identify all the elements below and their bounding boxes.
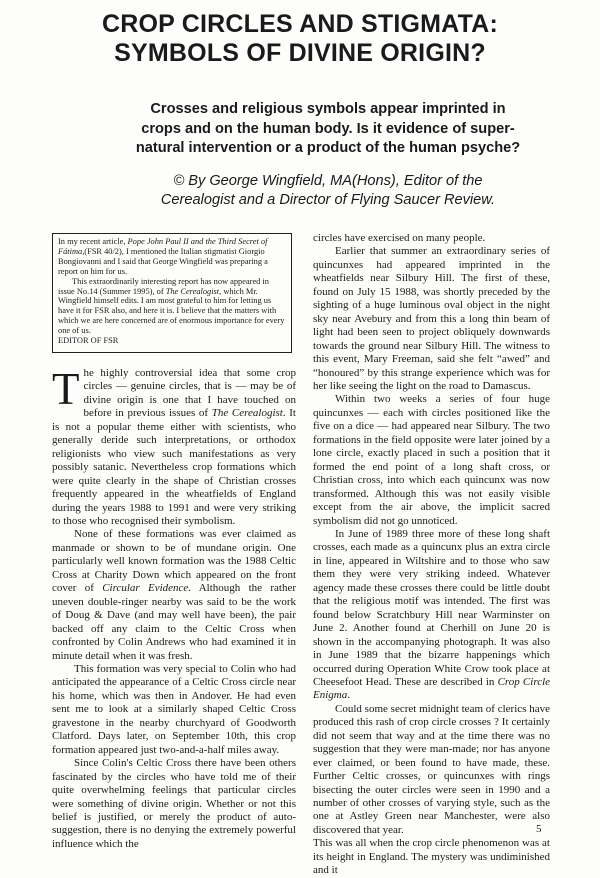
page-number: 5 bbox=[536, 823, 542, 835]
article-title-ref: The Cerealogist bbox=[211, 407, 283, 420]
editor-note-paragraph-2 bbox=[58, 277, 286, 336]
editor-note-text: (FSR 40/2), I mentioned the Italian stigmatist Giorgio Bongiovanni and I said that George Wingfield was preparing a report on him for us. bbox=[58, 246, 268, 276]
article-paragraph: This formation was very special to Colin who had anticipated the appearance of a Celtic Cross circle near his home, which was then in Andover. He had even sent me to look at a similarly shaped Celtic Cross gravestone in the nearby churchyard of Goodworth Clatford. Days later, on September 10th, this crop formation appeared just two-and-a-half miles away. bbox=[52, 662, 296, 756]
article-paragraph: This was all when the crop circle phenomenon was at its height in England. The mystery was undiminished and it bbox=[313, 837, 550, 877]
article-title-ref: Crop Circle Enigma bbox=[313, 675, 551, 702]
article-title bbox=[0, 10, 600, 68]
title-line-2: SYMBOLS OF DIVINE ORIGIN? bbox=[114, 39, 486, 67]
byline-line-2: Cerealogist and a Director of Flying Saucer Review. bbox=[160, 192, 496, 208]
drop-cap: T bbox=[52, 364, 80, 414]
article-column-right bbox=[313, 232, 550, 878]
byline-line-1: © By George Wingfield, MA(Hons), Editor of the bbox=[173, 173, 483, 189]
editor-note-title-ref: Pope John Paul II and the Third Secret of Fátima, bbox=[58, 237, 268, 256]
article-paragraph: Earlier that summer an extraordinary series of quincunxes had appeared imprinted in the wheatfields near Silbury Hill. The first of these, found on July 15 1988, was shortly preceded by the sighting of a huge luminous oval object in the night sky near Avebury and from this a long thin beam of light had been seen to project obliquely downwards towards the ground near Silbury Hill. The witness to this event, Mary Freeman, said she felt “awed” and “honoured” by this strange experience which was for her like seeing the light on the road to Damascus. bbox=[313, 245, 550, 392]
article-text: In June of 1989 three more of these long shaft crosses, each made as a quincunx plus an extra circle in line, appeared in Wiltshire and to those who saw them they were very striking indeed. Whatever agency made these crosses there could be little doubt that the religious motif was intended. The first was found below Scratchbury Hill near Warminster on June 2. Another found at Cherhill on June 20 is shown in the accompanying photograph. It was also in June 1989 that the bizarre happenings which occurred during Operation White Crow took place at Cheesefoot Head. These are described in bbox=[313, 527, 550, 688]
editor-note-paragraph-1 bbox=[58, 237, 286, 277]
editor-note-title-ref: The Cerealogist, bbox=[165, 286, 222, 296]
article-text: . bbox=[347, 689, 350, 702]
editor-note-signature: EDITOR OF FSR bbox=[58, 336, 119, 346]
article-paragraph: Could some secret midnight team of clerics have produced this rash of crop circle crosses ? It certainly did not seem that way and at the time there was no suggestion that they were man-made; nor has anyone ever claimed, or been found to have made, these. Further Celtic crosses, or quincunxes with rings bisecting the outer circles were seen in 1990 and a number of other crosses of varying style, such as the one at Astley Green near Manchester, were also discovered that year. bbox=[313, 702, 550, 836]
article-paragraph bbox=[52, 364, 296, 528]
article-column-left bbox=[52, 364, 296, 851]
editor-note-text: In my recent article, bbox=[58, 237, 128, 246]
article-text: . It is not a popular theme either with scientists, who generally deride such interpretations, or orthodox religionists who view such manifestations as very possibly satanic. Nevertheless crop formations which were quite clearly in the shape of Christian crosses frequently appeared in the wheatfields of England during the years 1988 to 1991 and were very striking to those who recognised their symbolism. bbox=[52, 407, 296, 527]
article-paragraph bbox=[313, 528, 550, 703]
article-paragraph: Since Colin's Celtic Cross there have been others fascinated by the circles who have told me of their quite overwhelming feelings that particular circles were something of divine origin. Whether or not this belief is justified, or merely the product of auto-suggestion, there is no denying the extremely powerful influence which the bbox=[52, 757, 296, 850]
byline bbox=[138, 172, 518, 210]
article-text: he highly controversial idea that some crop circles — genuine circles, that is — may be of divine origin is one that I have touched on before in previous issues of bbox=[83, 367, 296, 420]
article-paragraph bbox=[52, 528, 296, 663]
article-subtitle bbox=[128, 100, 528, 159]
subtitle-line-2: crops and on the human body. Is it evidence of super- bbox=[141, 120, 515, 137]
title-line-1: CROP CIRCLES AND STIGMATA: bbox=[102, 10, 498, 38]
article-paragraph: Within two weeks a series of four huge quincunxes — each with circles positioned like the five on a dice — had appeared near Silbury. The two formations in the field opposite were later joined by a lone circle, exactly placed in such a position that it formed the end point of a long shaft cross, or Christian cross, into which each quincunx was now transformed. Although this was not easily visible except from the air above, the implicit sacred symbolism did not go unnoticed. bbox=[313, 393, 550, 527]
article-title-ref: Circular Evidence bbox=[102, 582, 189, 595]
article-text: None of these formations was ever claimed as manmade or shown to be of mundane origin. One particularly well known formation was the 1988 Celtic Cross at Charity Down which appeared on the front cover of bbox=[52, 528, 296, 595]
editor-note-text: This extraordinarily interesting report has now appeared in issue No.14 (Summer 1995), of bbox=[58, 276, 269, 296]
editor-note-box bbox=[52, 233, 292, 353]
editor-note-text: which Mr. Wingfield himself edits. I am most grateful to him for letting us have it for FSR also, and here it is. I believe that the matters with which we are here concerned are of enormous importance for every one of us. bbox=[58, 286, 285, 336]
subtitle-line-3: natural intervention or a product of the human psyche? bbox=[135, 140, 521, 156]
subtitle-line-1: Crosses and religious symbols appear imprinted in bbox=[150, 101, 506, 117]
article-paragraph: circles have exercised on many people. bbox=[313, 232, 486, 244]
article-text: . Although the rather uneven double-ringer nearby was said to be the work of Doug & Dave (and may well have been), the pair backed off any claim to the Celtic Cross when confronted by Colin Andrews who had examined it in minute detail when it was fresh. bbox=[52, 582, 296, 662]
